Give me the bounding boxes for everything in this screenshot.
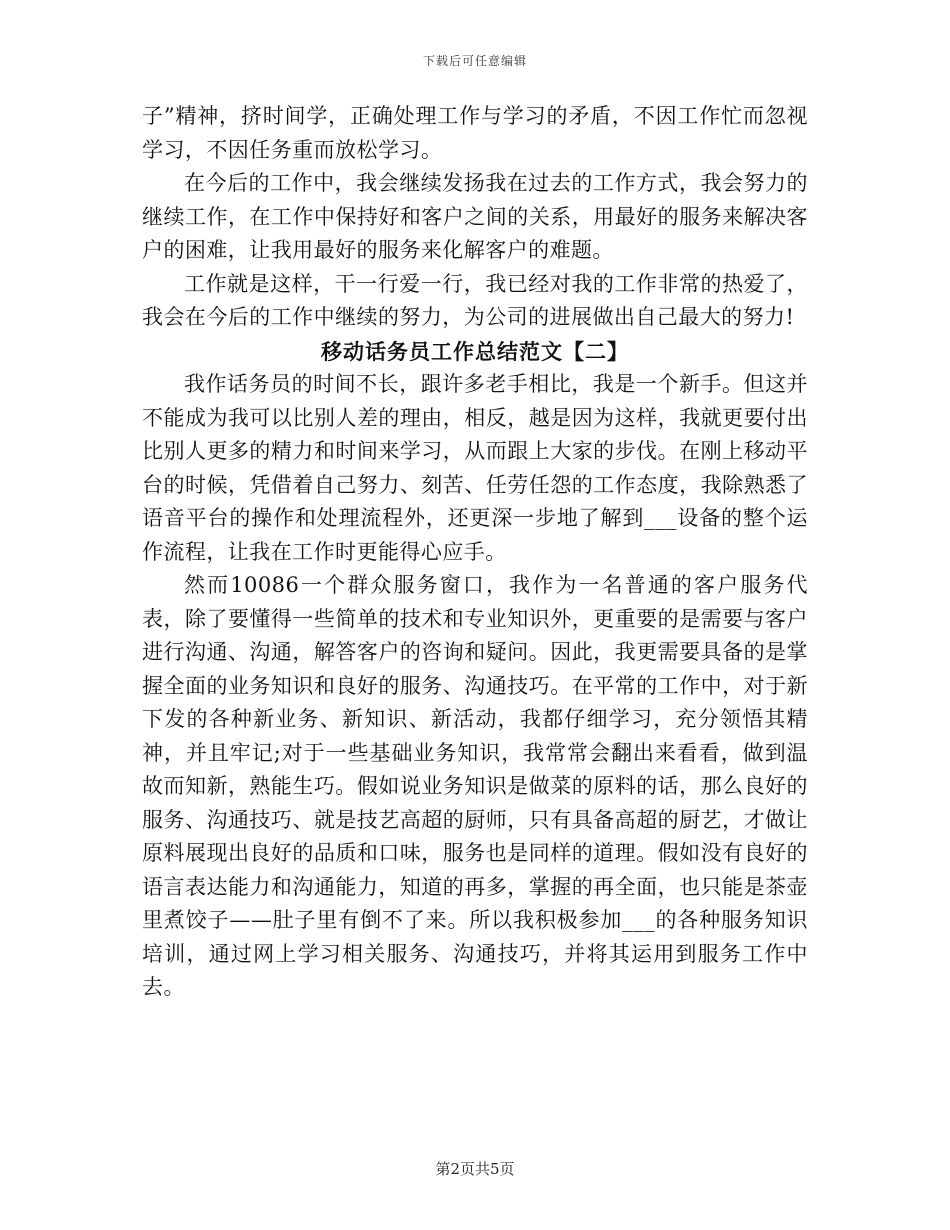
page-header: 下载后可任意编辑	[422, 54, 527, 68]
paragraph: 工作就是这样，干一行爱一行，我已经对我的工作非常的热爱了，我会在今后的工作中继续的努力，为公司的进展做出自己最大的努力!	[142, 271, 808, 329]
paragraph-continuation: 子”精神，挤时间学，正确处理工作与学习的矛盾，不因工作忙而忽视学习，不因任务重而放松学习。	[142, 104, 808, 162]
paragraph: 然而10086一个群众服务窗口，我作为一名普通的客户服务代表，除了要懂得一些简单的技术和专业知识外，更重要的是需要与客户进行沟通、沟通，解答客户的咨询和疑问。因此，我更需要具备的是掌握全面的业务知识和良好的服务、沟通技巧。在平常的工作中，对于新下发的各种新业务、新知识、新活动，我都仔细学习，充分领悟其精神，并且牢记;对于一些基础业务知识，我常常会翻出来看看，做到温故而知新，熟能生巧。假如说业务知识是做菜的原料的话，那么良好的服务、沟通技巧、就是技艺高超的厨师，只有具备高超的厨艺，才做让原料展现出良好的品质和口味，服务也是同样的道理。假如没有良好的语言表达能力和沟通能力，知道的再多，掌握的再全面，也只能是茶壶里煮饺子——肚子里有倒不了来。所以我积极参加___的各种服务知识培训，通过网上学习相关服务、沟通技巧，并将其运用到服务工作中去。	[142, 573, 808, 999]
paragraph: 我作话务员的时间不长，跟许多老手相比，我是一个新手。但这并不能成为我可以比别人差的理由，相反，越是因为这样，我就更要付出比别人更多的精力和时间来学习，从而跟上大家的步伐。在刚上移动平台的时候，凭借着自己努力、刻苦、任劳任怨的工作态度，我除熟悉了语音平台的操作和处理流程外，还更深一步地了解到___设备的整个运作流程，让我在工作时更能得心应手。	[142, 372, 808, 564]
document-body	[142, 100, 808, 1005]
page-number: 第2页共5页	[435, 1160, 515, 1178]
paragraph: 在今后的工作中，我会继续发扬我在过去的工作方式，我会努力的继续工作，在工作中保持好和客户之间的关系，用最好的服务来解决客户的困难，让我用最好的服务来化解客户的难题。	[142, 171, 808, 262]
section-title: 移动话务员工作总结范文【二】	[321, 338, 629, 364]
